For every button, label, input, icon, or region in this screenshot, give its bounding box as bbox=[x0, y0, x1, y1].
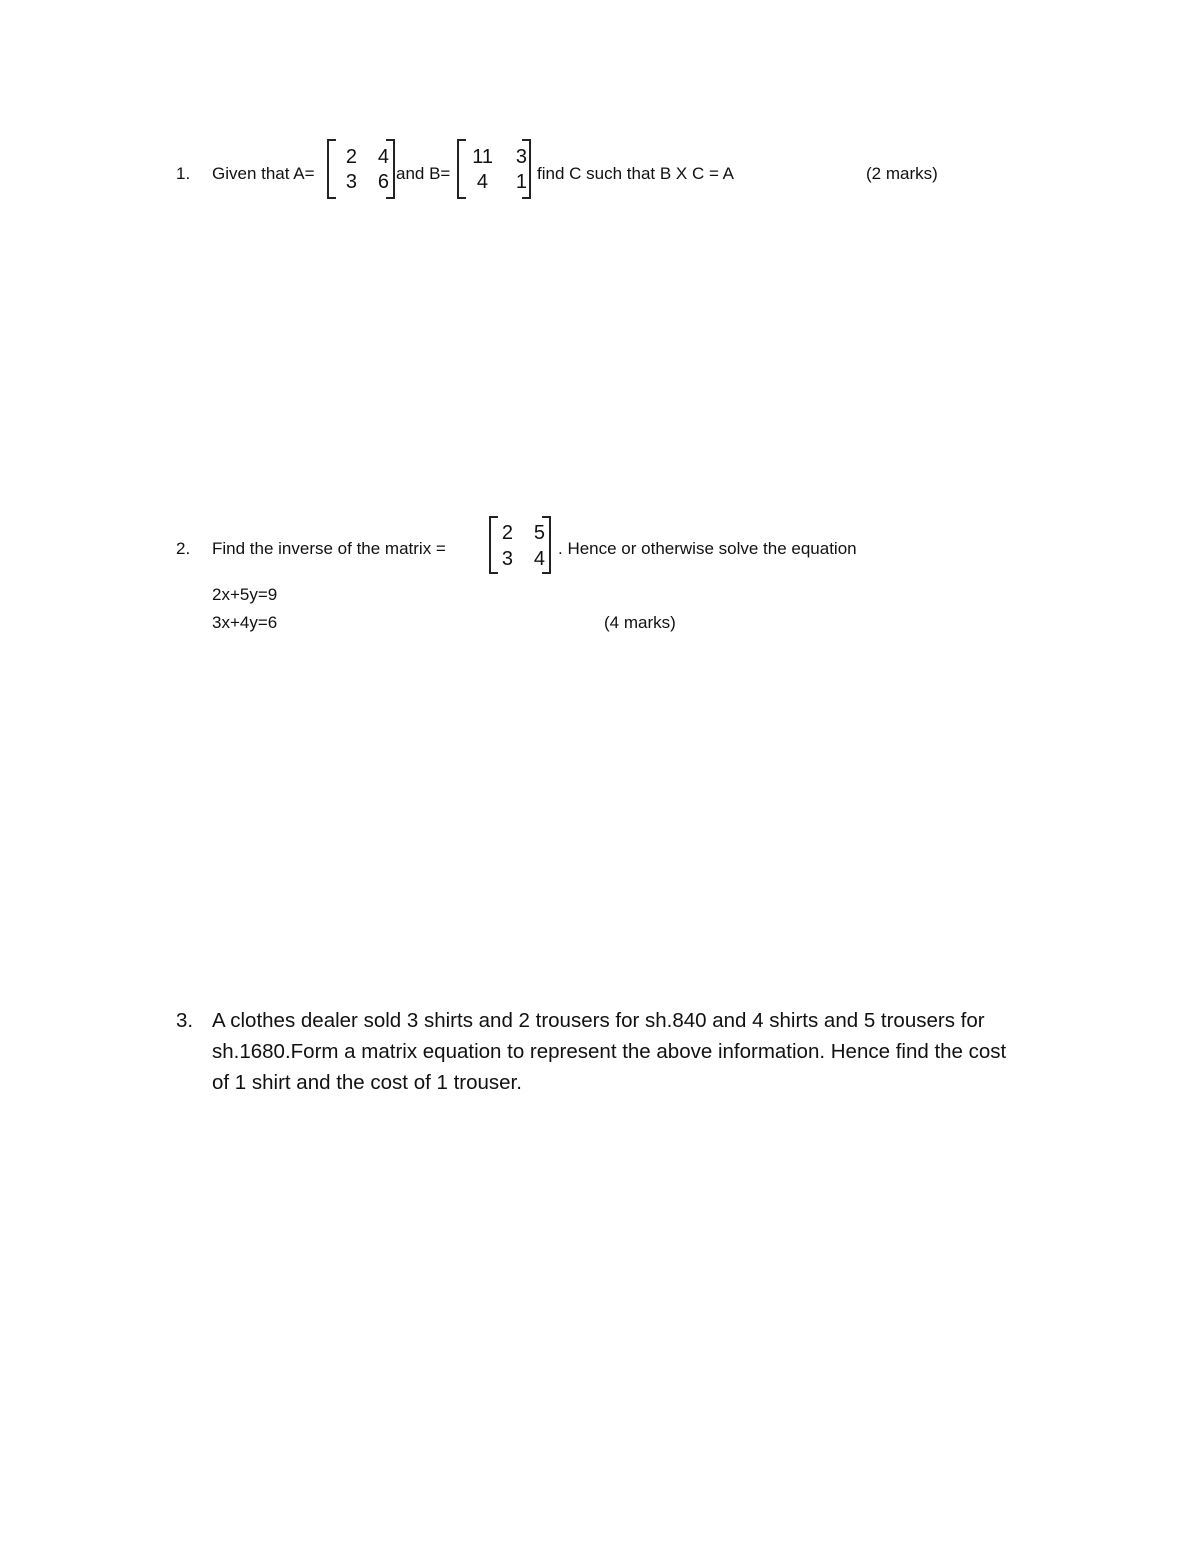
q2-matrix-r1c2: 5 bbox=[533, 522, 545, 544]
q2-marks: (4 marks) bbox=[604, 613, 676, 632]
q3-number: 3. bbox=[176, 1009, 194, 1032]
q1-matrix-a-r2c1: 3 bbox=[345, 171, 357, 193]
q1-matrix-a-r2c2: 6 bbox=[377, 171, 389, 193]
q2-matrix bbox=[489, 516, 551, 574]
q1-matrix-b-r2c2: 1 bbox=[515, 171, 527, 193]
q1-matrix-b-r1c2: 3 bbox=[515, 146, 527, 168]
q2-matrix-r2c2: 4 bbox=[533, 548, 545, 570]
q1-matrix-a-r1c2: 4 bbox=[377, 146, 389, 168]
q2-equation-1: 2x+5y=9 bbox=[212, 585, 278, 604]
q2-matrix-r2c1: 3 bbox=[501, 548, 513, 570]
q1-matrix-b bbox=[457, 139, 531, 199]
q1-lead-text: Given that A= bbox=[212, 164, 315, 183]
q3-line-1: A clothes dealer sold 3 shirts and 2 trousers for sh.840 and 4 shirts and 5 trousers for bbox=[212, 1009, 985, 1032]
q1-middle-text: and B= bbox=[396, 164, 451, 183]
q1-number: 1. bbox=[176, 164, 191, 183]
q1-marks: (2 marks) bbox=[866, 164, 938, 183]
q2-matrix-r1c1: 2 bbox=[501, 522, 513, 544]
q3-line-3: of 1 shirt and the cost of 1 trouser. bbox=[212, 1071, 522, 1094]
q2-number: 2. bbox=[176, 539, 191, 558]
q3-line-2: sh.1680.Form a matrix equation to represent the above information. Hence find the cost bbox=[212, 1040, 1007, 1063]
q2-equation-2: 3x+4y=6 bbox=[212, 613, 278, 632]
q1-tail-text: find C such that B X C = A bbox=[537, 164, 735, 183]
q2-lead-text: Find the inverse of the matrix = bbox=[212, 539, 446, 558]
q1-matrix-b-r2c1: 4 bbox=[476, 171, 488, 193]
q1-matrix-b-r1c1: 11 bbox=[472, 146, 493, 168]
q1-matrix-a bbox=[327, 139, 395, 199]
q2-tail-text: . Hence or otherwise solve the equation bbox=[558, 539, 857, 558]
q1-matrix-a-r1c1: 2 bbox=[345, 146, 357, 168]
